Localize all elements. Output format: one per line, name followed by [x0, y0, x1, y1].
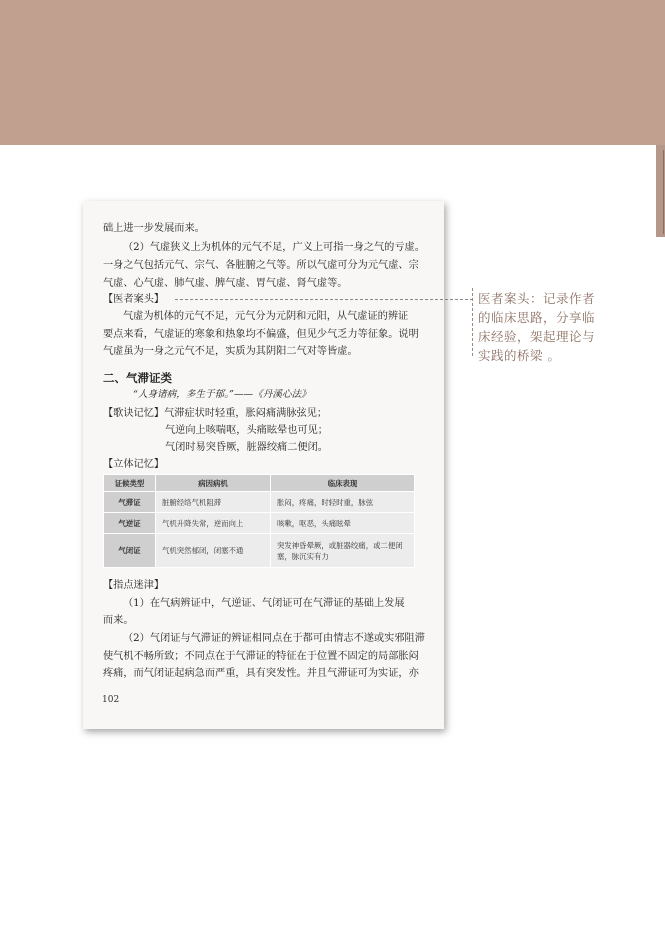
body-line: 气虚为机体的元气不足，元气分为元阴和元阳，从气虚证的辨证: [123, 311, 409, 322]
quote-line: “人身诸病，多生于郁。”——《丹溪心法》: [133, 389, 311, 400]
section-label-doctor-notes: 【医者案头】: [103, 294, 165, 305]
table-header: 病因病机: [156, 475, 271, 492]
annotation-line: 床经验，架起理论与: [478, 329, 596, 344]
body-line: 气虚、心气虚、肺气虚、脾气虚、胃气虚、肾气虚等。: [103, 278, 348, 289]
table-header: 临床表现: [271, 475, 415, 492]
table-cell: 脏腑经络气机阻滞: [156, 492, 271, 513]
annotation-line: 医者案头：记录作者: [478, 291, 596, 306]
verse-line: 气逆向上咳喘呕，头痛眩晕也可见；: [165, 425, 328, 436]
table-cell: 气机升降失常，逆而向上: [156, 513, 271, 534]
table-cell: 气闭证: [104, 534, 156, 568]
body-line: 使气机不畅所致；不同点在于气滞证的特征在于位置不固定的局部胀闷: [103, 651, 419, 662]
verse-line: 气闭时易突昏厥，脏器绞痛二便闭。: [165, 442, 328, 453]
table-cell: 突发神昏晕厥，或脏器绞痛，或二便闭塞，脉沉实有力: [271, 534, 415, 568]
body-line: 而来。: [103, 615, 134, 626]
page-number: 102: [102, 695, 120, 705]
annotation-line: 实践的桥梁 。: [478, 348, 561, 363]
side-tab-rule: [663, 150, 664, 234]
body-line: （1）在气病辨证中，气逆证、气闭证可在气滞证的基础上发展: [123, 598, 405, 609]
table-row: [104, 513, 415, 534]
section-label-3d-memory: 【立体记忆】: [103, 459, 165, 470]
syndrome-table: [103, 474, 415, 568]
body-line: 要点来看，气虚证的寒象和热象均不偏盛，但见少气乏力等征象。说明: [103, 329, 419, 340]
body-line: 疼痛，而气闭证起病急而严重，具有突发性。并且气滞证可为实证，亦: [103, 668, 419, 679]
table-header: 证候类型: [104, 475, 156, 492]
table-cell: 气滞证: [104, 492, 156, 513]
header-banner: [0, 0, 665, 145]
section-heading: 二、气滞证类: [103, 371, 172, 385]
book-page: [83, 201, 444, 729]
table-cell: 胀闷，疼痛，时轻时重，脉弦: [271, 492, 415, 513]
verse-line: 【歌诀记忆】气滞症状时轻重，胀闷痛满脉弦见；: [103, 408, 328, 419]
body-line: 础上进一步发展而来。: [103, 223, 205, 234]
leader-line: [175, 299, 473, 300]
annotation-line: 的临床思路，分享临: [478, 310, 596, 325]
body-line: （2）气虚狭义上为机体的元气不足，广义上可指一身之气的亏虚。: [123, 242, 425, 253]
table-cell: 咳嗽，呕恶，头痛眩晕: [271, 513, 415, 534]
table-header-row: [104, 475, 415, 492]
table-row: [104, 492, 415, 513]
body-line: 一身之气包括元气、宗气、各脏腑之气等。所以气虚可分为元气虚、宗: [103, 260, 419, 271]
annotation-rule: [472, 288, 473, 356]
body-line: （2）气闭证与气滞证的辨证相同点在于都可由情志不遂或实邪阻滞: [123, 633, 425, 644]
section-label-guidance: 【指点迷津】: [103, 580, 165, 591]
body-line: 气虚虽为一身之元气不足，实质为其阴阳二气对等皆虚。: [103, 346, 358, 357]
table-cell: 气机突然郁闭，闭塞不通: [156, 534, 271, 568]
margin-annotation: [478, 289, 608, 365]
table-row: [104, 534, 415, 568]
table-cell: 气逆证: [104, 513, 156, 534]
